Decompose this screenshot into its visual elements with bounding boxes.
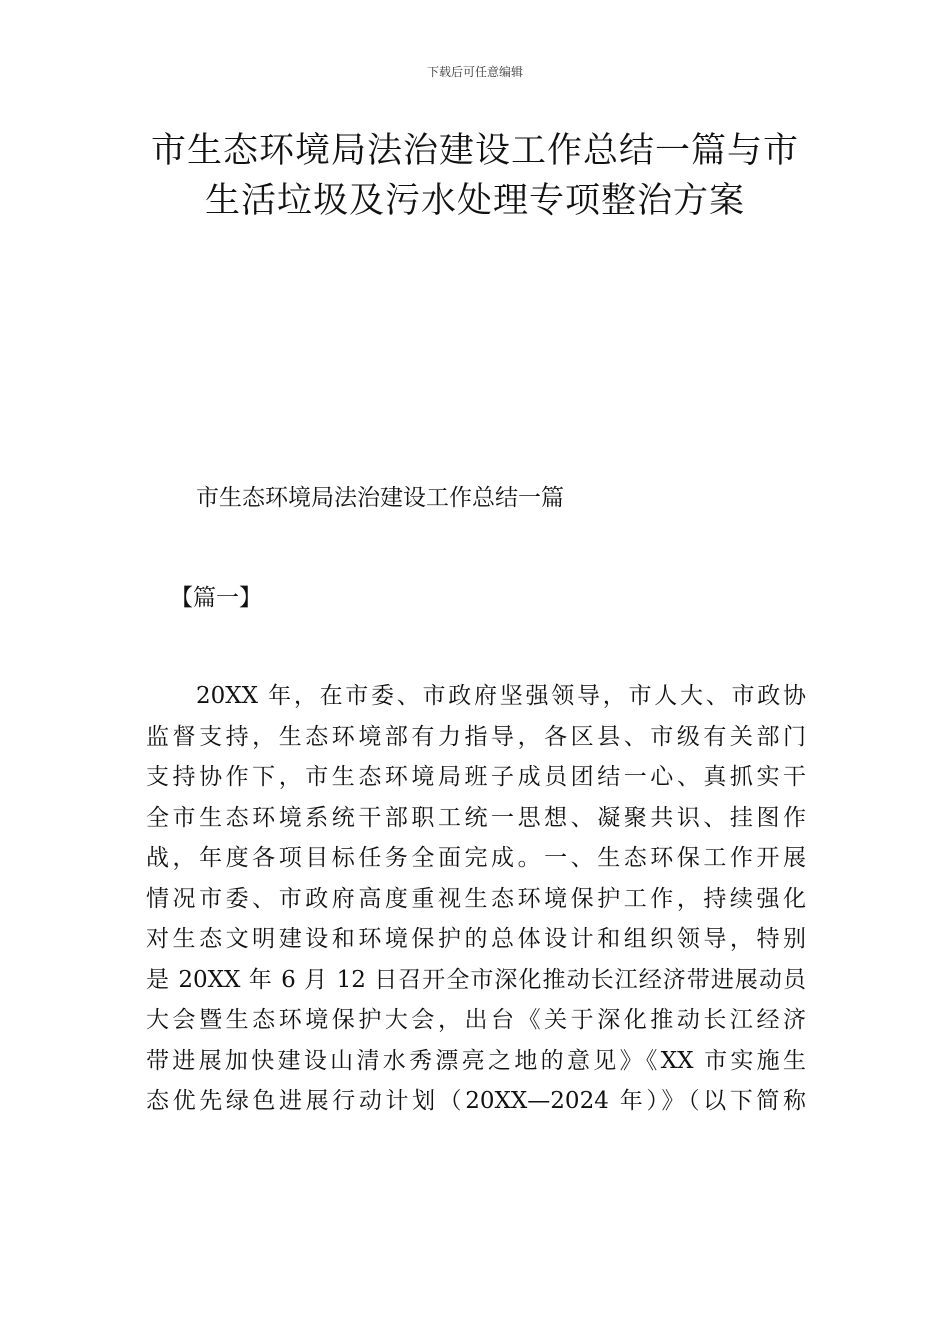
body-line: 全市生态环境系统干部职工统一思想、凝聚共识、挂图作 (146, 804, 806, 831)
document-title-line-1: 市生态环境局法治建设工作总结一篇与市 (150, 131, 799, 171)
header-note: 下载后可任意编辑 (426, 65, 523, 79)
body-paragraph (146, 676, 806, 1122)
body-line: 监督支持，生态环境部有力指导，各区县、市级有关部门 (146, 723, 806, 750)
body-line: 战，年度各项目标任务全面完成。一、生态环保工作开展 (146, 845, 806, 871)
body-line: 情况市委、市政府高度重视生态环境保护工作，持续强化 (146, 885, 806, 912)
section-title: 市生态环境局法治建设工作总结一篇 (196, 485, 564, 511)
body-line: 对生态文明建设和环境保护的总体设计和组织领导，特别 (146, 926, 806, 952)
body-line: 20XX 年，在市委、市政府坚强领导，市人大、市政协 (196, 683, 806, 709)
body-line: 支持协作下，市生态环境局班子成员团结一心、真抓实干 (146, 764, 806, 790)
body-line: 是 20XX 年 6 月 12 日召开全市深化推动长江经济带进展动员 (146, 966, 806, 993)
body-line: 态优先绿色进展行动计划（20XX—2024 年）》（以下简称 (146, 1088, 806, 1114)
body-line: 大会暨生态环境保护大会，出台《关于深化推动长江经济 (146, 1007, 806, 1033)
body-line: 带进展加快建设山清水秀漂亮之地的意见》《XX 市实施生 (146, 1047, 806, 1074)
part-label: 【篇一】 (170, 585, 262, 611)
document-title-line-2: 生活垃圾及污水处理专项整治方案 (204, 181, 745, 221)
document-title (130, 126, 820, 226)
